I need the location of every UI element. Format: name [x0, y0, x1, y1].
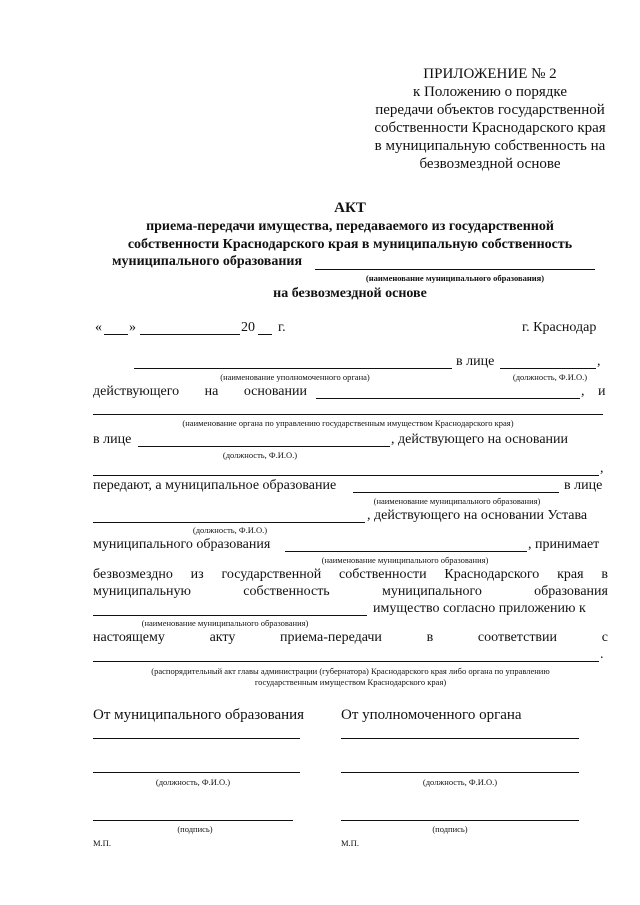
municipality-caption: (наименование муниципального образования): [141, 618, 309, 628]
word: государственной: [221, 567, 322, 582]
right-signature-line: [341, 738, 579, 739]
word: в: [426, 630, 434, 645]
decree-line: [93, 661, 599, 662]
act-heading-line: на безвозмездной основе: [273, 286, 427, 301]
acting-on-basis-label: , действующего на основании: [391, 432, 569, 447]
accepts-label: , принимает: [528, 537, 600, 552]
acting-on-basis-text: [93, 384, 307, 400]
transfer-text: передают, а муниципальное образование: [93, 478, 337, 493]
period: .: [600, 647, 604, 662]
word: с: [601, 630, 608, 645]
word: соответствии: [477, 630, 558, 645]
word: Краснодарского: [444, 567, 540, 582]
word: в: [601, 567, 608, 582]
word: акту: [209, 630, 236, 645]
left-position-caption: (должность, Ф.И.О.): [155, 777, 231, 787]
word: на: [204, 384, 219, 399]
act-title: АКТ: [334, 200, 366, 216]
acting-on-charter-label: , действующего на основании Устава: [367, 508, 588, 523]
and-word: и: [598, 384, 606, 399]
property-per-appendix: имущество согласно приложению к: [373, 601, 586, 616]
comma: ,: [581, 384, 585, 399]
date-month-line: [140, 334, 240, 335]
position-name-line: [500, 368, 596, 369]
word: образования: [534, 584, 608, 599]
comma: ,: [597, 354, 601, 369]
date-year-suffix: г.: [278, 320, 286, 335]
position-name-caption: (должность, Ф.И.О.): [192, 525, 268, 535]
date-open-quote: «: [95, 320, 102, 335]
in-person-label: в лице: [456, 354, 495, 369]
act-heading-line: собственности Краснодарского края в муниципальную собственность: [127, 237, 573, 252]
municipality-caption: (наименование муниципального образования): [373, 496, 541, 506]
word: муниципального: [381, 584, 482, 599]
appendix-line: безвозмездной основе: [419, 156, 561, 172]
left-position-line: [93, 772, 300, 773]
word: безвозмездно: [93, 567, 173, 582]
authorized-body-caption: (наименование уполномоченного органа): [220, 372, 370, 382]
date-year-prefix: 20: [241, 320, 255, 335]
left-signature-line: [93, 738, 300, 739]
word: собственность: [243, 584, 330, 599]
right-sign-caption: (подпись): [432, 824, 468, 834]
municipality-line: [93, 615, 367, 616]
appendix-line: в муниципальную собственность на: [374, 138, 606, 154]
left-stamp: М.П.: [93, 838, 111, 848]
municipality-line: [353, 492, 559, 493]
municipality-name-caption: (наименование муниципального образования): [365, 273, 545, 283]
city: г. Краснодар: [522, 320, 597, 335]
municipality-caption: (наименование муниципального образования): [321, 555, 489, 565]
property-body-line: [93, 414, 603, 415]
gratuitous-text: [93, 567, 608, 583]
this-act-text: [93, 630, 608, 646]
appendix-line: передачи объектов государственной: [375, 102, 605, 118]
authorized-body-line: [134, 368, 452, 369]
right-sign-line: [341, 820, 579, 821]
word: края: [557, 567, 584, 582]
word: муниципальную: [93, 584, 191, 599]
position-name-line: [138, 446, 390, 447]
appendix-line: к Положению о порядке: [413, 84, 567, 100]
word: действующего: [93, 384, 180, 399]
municipality-label: муниципального образования: [93, 537, 271, 552]
word: из: [190, 567, 204, 582]
position-name-caption: (должность, Ф.И.О.): [222, 450, 298, 460]
right-signature-title: От уполномоченного органа: [341, 707, 522, 723]
word: приема-передачи: [280, 630, 382, 645]
municipal-text: [93, 584, 608, 600]
left-sign-line: [93, 820, 293, 821]
appendix-line: собственности Краснодарского края: [374, 120, 606, 136]
property-body-caption: (наименование органа по управлению государственным имуществом Краснодарского края): [182, 418, 514, 428]
decree-caption: государственным имуществом Краснодарского края): [254, 677, 447, 687]
act-heading-line: приема-передачи имущества, передаваемого из государственной: [146, 219, 554, 234]
comma: ,: [600, 461, 604, 476]
municipality-line: [285, 551, 527, 552]
word: собственности: [339, 567, 427, 582]
appendix-title: ПРИЛОЖЕНИЕ № 2: [423, 66, 557, 82]
position-name-line: [93, 522, 365, 523]
basis-line: [316, 398, 580, 399]
right-stamp: М.П.: [341, 838, 359, 848]
municipality-name-line: [315, 269, 595, 270]
right-position-line: [341, 772, 579, 773]
in-person-label: в лице: [93, 432, 132, 447]
date-close-quote: »: [129, 320, 136, 335]
word: основании: [243, 384, 307, 399]
right-position-caption: (должность, Ф.И.О.): [422, 777, 498, 787]
left-sign-caption: (подпись): [177, 824, 213, 834]
word: настоящему: [93, 630, 165, 645]
act-heading-municipality: муниципального образования: [112, 254, 303, 269]
decree-caption: (распорядительный акт главы администрации (губернатора) Краснодарского края либо органа по управлению: [151, 666, 550, 676]
basis-document-line: [93, 475, 599, 476]
date-year-line: [258, 334, 272, 335]
in-person-label: в лице: [564, 478, 603, 493]
position-name-caption: (должность, Ф.И.О.): [512, 372, 588, 382]
date-day-line: [104, 334, 128, 335]
left-signature-title: От муниципального образования: [93, 707, 305, 723]
